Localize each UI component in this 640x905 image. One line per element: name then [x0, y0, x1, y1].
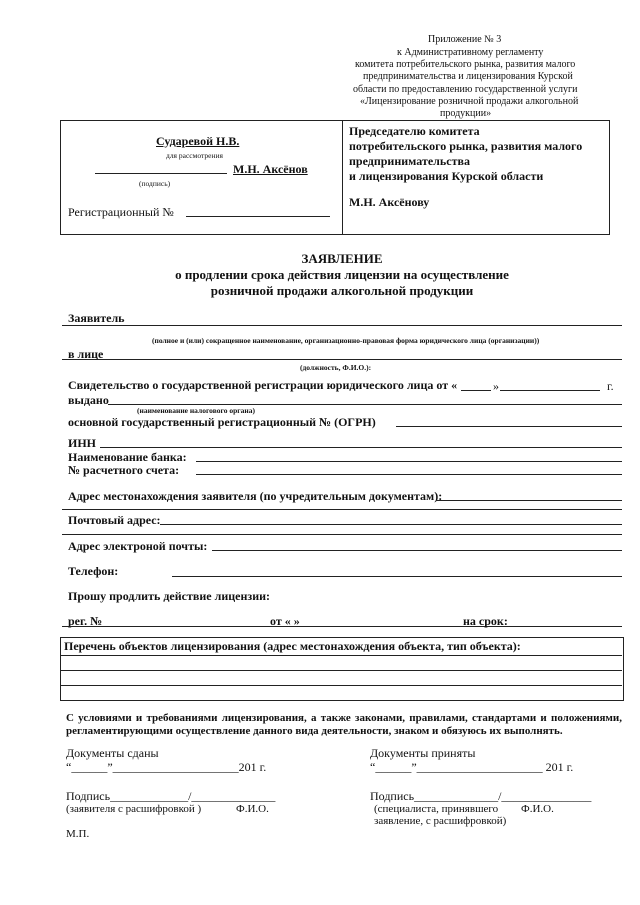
header-divider [342, 120, 343, 234]
extend-label: Прошу продлить действие лицензии: [68, 589, 271, 603]
document-subtitle: розничной продажи алкогольной продукции [210, 283, 474, 298]
bank-name-field[interactable] [196, 461, 622, 462]
account-field[interactable] [196, 474, 622, 475]
agreement-text: С условиями и требованиями лицензирования, а также законами, правилами, стандартами и положениями, регламентирующими осуществление данного вида деятельности, знаком и обязуюсь их выполнять. [66, 712, 622, 737]
inn-label: ИНН [68, 436, 97, 450]
date-submitted[interactable]: “______”_____________________201 г. [66, 760, 267, 774]
stamp-label: М.П. [66, 828, 90, 840]
document-title: ЗАЯВЛЕНИЕ [301, 251, 383, 266]
term-label: на срок: [463, 614, 508, 628]
docs-accepted-label: Документы приняты [370, 746, 476, 760]
certificate-year: г. [607, 379, 614, 393]
fio-right: Ф.И.О. [521, 803, 554, 815]
in-person-field[interactable] [62, 359, 622, 360]
applicant-label: Заявитель [68, 311, 125, 325]
inn-field[interactable] [100, 447, 622, 448]
issued-label: выдано [68, 393, 109, 407]
objects-header: Перечень объектов лицензирования (адрес местонахождения объекта, тип объекта): [64, 639, 521, 653]
objects-row[interactable] [60, 655, 622, 656]
issued-field[interactable] [108, 404, 622, 405]
date-accepted[interactable]: “______”_____________________ 201 г. [370, 760, 574, 774]
postal-field[interactable] [160, 524, 622, 525]
addressee-line: предпринимательства [349, 154, 470, 168]
bank-name-label: Наименование банка: [68, 450, 187, 464]
from-label: от « » [270, 614, 300, 628]
objects-row[interactable] [60, 670, 622, 671]
certificate-label: Свидетельство о государственной регистрации юридического лица от « [68, 378, 458, 392]
location-label: Адрес местонахождения заявителя (по учредительным документам): [68, 489, 443, 503]
signer-name: М.Н. Аксёнов [233, 162, 308, 176]
issued-hint: (наименование налогового органа) [137, 406, 255, 415]
docs-submitted-label: Документы сданы [66, 746, 159, 760]
appendix-line: комитета потребительского рынка, развития малого [355, 59, 576, 70]
specialist-hint: (специалиста, принявшего [374, 803, 499, 815]
certificate-quote: » [493, 379, 499, 393]
phone-field[interactable] [172, 576, 622, 577]
appendix-line: продукции» [440, 108, 492, 119]
location-field-2[interactable] [62, 509, 622, 510]
fio-left: Ф.И.О. [236, 803, 269, 815]
appendix-line: «Лицензирование розничной продажи алкогольной [360, 96, 579, 107]
email-label: Адрес электроной почты: [68, 539, 208, 553]
applicant-field[interactable] [62, 325, 622, 326]
certificate-day-field[interactable] [461, 390, 491, 391]
applicant-hint: (полное и (или) сокращенное наименование, организационно-правовая форма юридического лица (организации)) [152, 336, 540, 345]
addressee-line: потребительского рынка, развития малого [349, 139, 583, 153]
signature-label: (подпись) [139, 179, 171, 188]
addressee-line: и лицензирования Курской области [349, 169, 544, 183]
postal-label: Почтовый адрес: [68, 513, 161, 527]
document-subtitle: о продлении срока действия лицензии на осуществление [175, 267, 509, 282]
certificate-month-field[interactable] [500, 390, 600, 391]
reg-number-field[interactable] [186, 216, 330, 217]
applicant-sign-hint: (заявителя с расшифровкой ) [66, 803, 202, 815]
applicant-signature[interactable]: Подпись_____________/______________ [66, 789, 276, 803]
in-person-label: в лице [68, 347, 104, 361]
reg-number-label: Регистрационный № [68, 205, 174, 219]
specialist-hint: заявление, с расшифровкой) [374, 815, 507, 827]
appendix-line: Приложение № 3 [428, 34, 502, 45]
objects-row[interactable] [60, 685, 622, 686]
addressee-line: Председателю комитета [349, 124, 480, 138]
for-review-label: для рассмотрения [166, 151, 223, 160]
reviewer-name: Сударевой Н.В. [156, 134, 240, 148]
appendix-line: предпринимательства и лицензирования Курской [363, 71, 573, 82]
account-label: № расчетного счета: [68, 463, 180, 477]
appendix-line: к Административному регламенту [397, 47, 544, 58]
ogrn-label: основной государственный регистрационный № (ОГРН) [68, 415, 376, 429]
specialist-signature[interactable]: Подпись______________/_______________ [370, 789, 592, 803]
location-field[interactable] [436, 500, 622, 501]
appendix-line: области по предоставлению государственной услуги [353, 84, 578, 95]
license-field[interactable] [62, 626, 622, 627]
email-field[interactable] [212, 550, 622, 551]
reg-no-label: рег. № [68, 614, 103, 628]
phone-label: Телефон: [68, 564, 119, 578]
person-hint: (должность, Ф.И.О.): [300, 363, 372, 372]
addressee-name: М.Н. Аксёнову [349, 195, 430, 209]
postal-field-2[interactable] [62, 534, 622, 535]
signature-line[interactable] [95, 173, 227, 174]
ogrn-field[interactable] [396, 426, 622, 427]
